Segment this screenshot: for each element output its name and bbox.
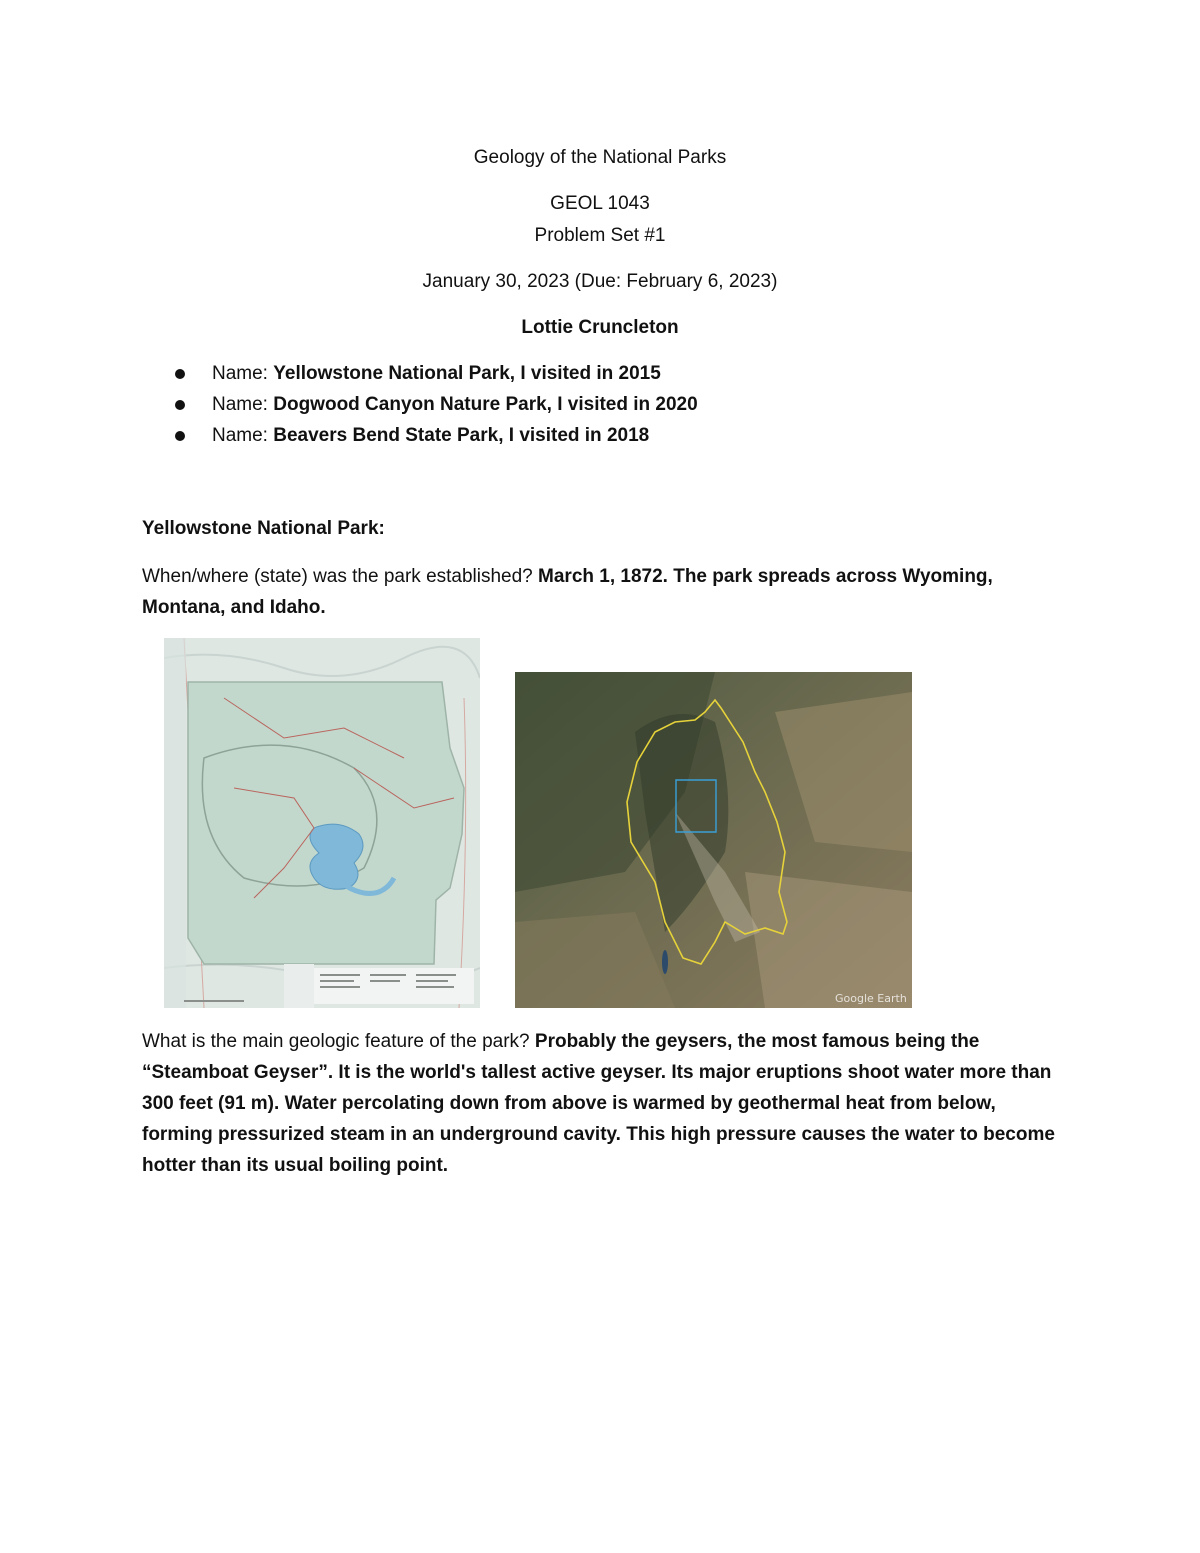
satellite-image	[515, 672, 912, 1008]
question-text: What is the main geologic feature of the park?	[142, 1031, 535, 1052]
question-established	[142, 561, 1062, 623]
course-code: GEOL 1043	[550, 193, 650, 214]
park-map-image	[164, 638, 480, 1008]
list-item-text: Yellowstone National Park, I visited in 2015	[273, 363, 661, 384]
answer-text: March 1, 1872. The park spreads across Wyoming, Montana, and Idaho.	[142, 566, 993, 618]
bullet-icon	[175, 400, 185, 410]
list-item-text: Beavers Bend State Park, I visited in 2018	[273, 425, 650, 446]
assignment-title: Problem Set #1	[534, 225, 666, 246]
section-heading: Yellowstone National Park:	[142, 518, 385, 539]
answer-text: Probably the geysers, the most famous being the “Steamboat Geyser”. It is the world's tallest active geyser. Its major eruptions shoot water more than 300 feet (91 m). Water percolating down from above is warmed by geothermal heat from below, forming pressurized steam in an underground cavity. This high pressure causes the water to become hotter than its usual boiling point.	[142, 1031, 1055, 1176]
bullet-icon	[175, 369, 185, 379]
question-text: When/where (state) was the park established?	[142, 566, 539, 587]
author-name: Lottie Cruncleton	[521, 317, 679, 338]
date-line: January 30, 2023 (Due: February 6, 2023)	[422, 271, 778, 292]
satellite-watermark: Google Earth	[835, 992, 907, 1005]
list-item	[172, 393, 698, 424]
course-title: Geology of the National Parks	[473, 147, 727, 168]
parks-list	[172, 362, 698, 455]
list-item-prefix: Name:	[212, 394, 274, 415]
list-item	[172, 424, 698, 455]
list-item-text: Dogwood Canyon Nature Park, I visited in 2020	[273, 394, 698, 415]
list-item-prefix: Name:	[212, 425, 274, 446]
bullet-icon	[175, 431, 185, 441]
question-geologic-feature	[142, 1026, 1062, 1181]
list-item-prefix: Name:	[212, 363, 274, 384]
list-item	[172, 362, 698, 393]
